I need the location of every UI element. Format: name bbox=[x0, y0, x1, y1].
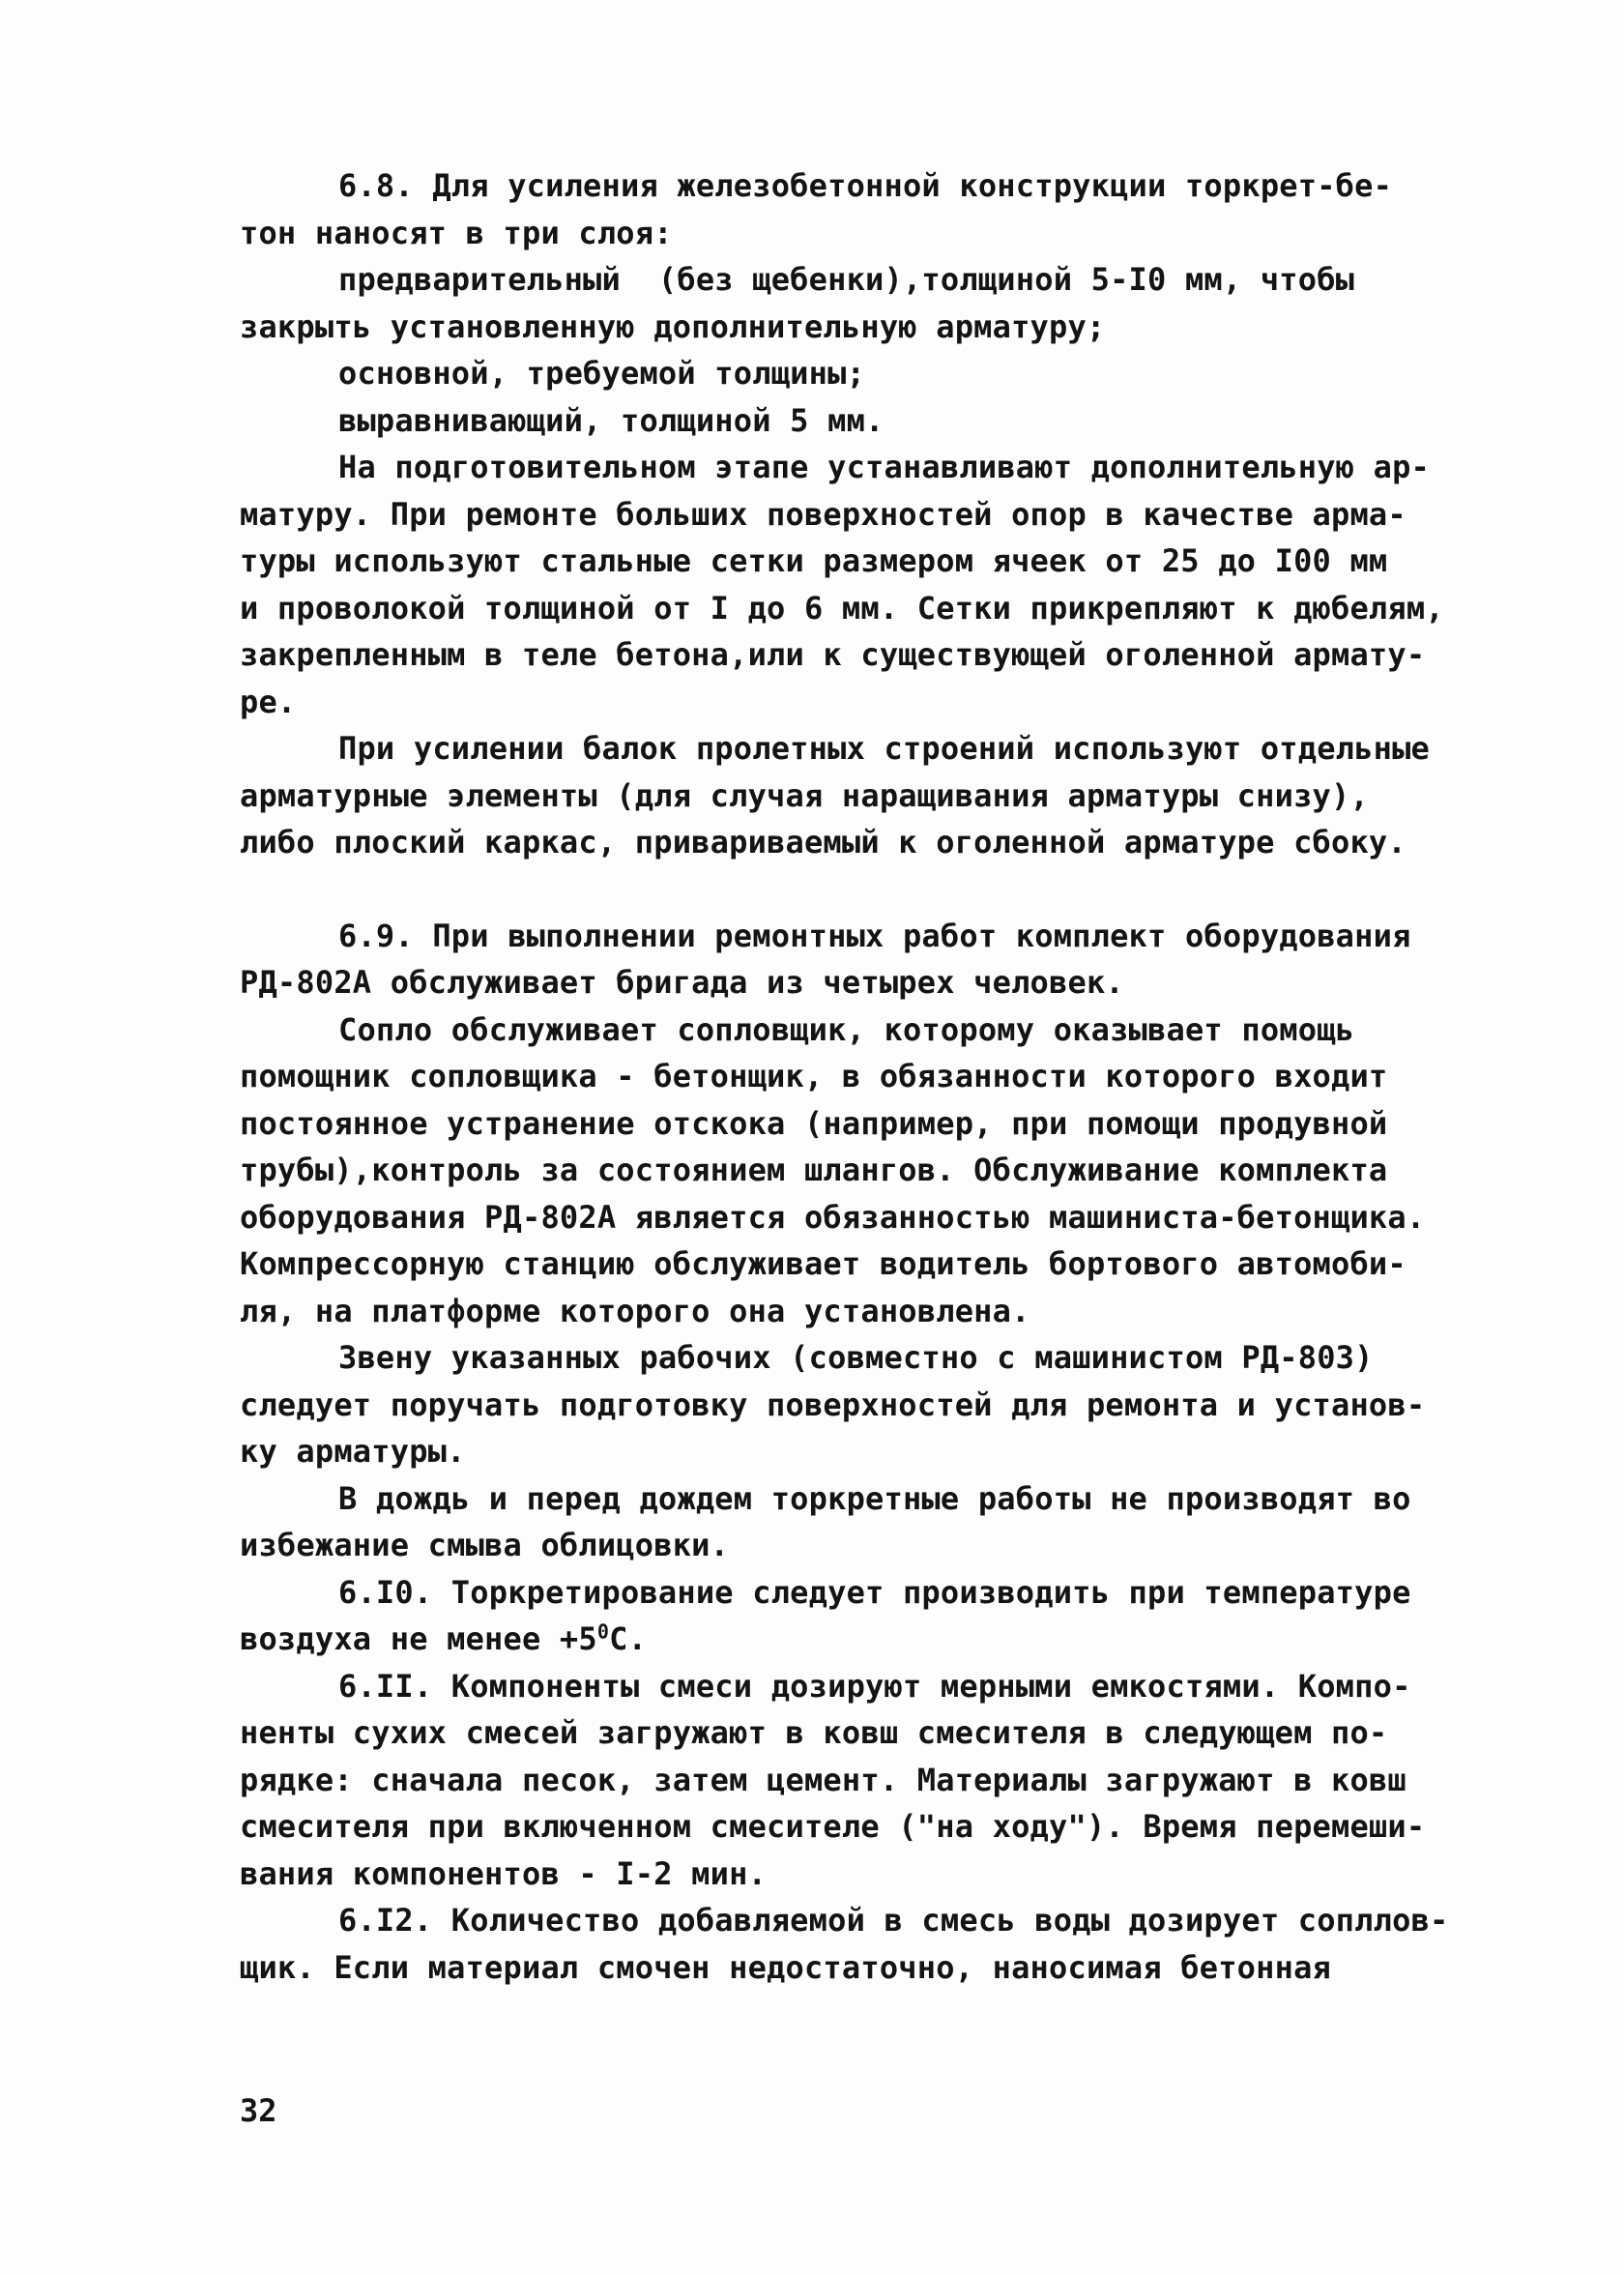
text-line: матуру. При ремонте больших поверхностей опор в качестве арма- bbox=[240, 495, 1406, 533]
text-line: щик. Если материал смочен недостаточно, наносимая бетонная bbox=[240, 1948, 1332, 1986]
text-line: предварительный (без щебенки),толщиной 5-I0 мм, чтобы bbox=[338, 261, 1355, 298]
text-line: ре. bbox=[240, 683, 297, 720]
text-line: ля, на платформе которого она установлена. bbox=[240, 1292, 1030, 1329]
text-line: На подготовительном этапе устанавливают дополнительную ар- bbox=[338, 449, 1431, 485]
text-line: трубы),контроль за состоянием шлангов. Обслуживание комплекта bbox=[240, 1152, 1388, 1188]
page-number: 32 bbox=[240, 2092, 277, 2129]
text-line: Сопло обслуживает сопловщик, которому оказывает помощь bbox=[338, 1010, 1355, 1048]
text-line: помощник сопловщика - бетонщик, в обязанности которого входит bbox=[240, 1058, 1388, 1094]
text-line: следует поручать подготовку поверхностей для ремонта и установ- bbox=[240, 1385, 1426, 1423]
text-line: туры используют стальные сетки размером ячеек от 25 до I00 мм bbox=[240, 542, 1388, 579]
text-line: Звену указанных рабочих (совместно с машинистом РД-803) bbox=[338, 1339, 1374, 1376]
text-line: тон наносят в три слоя: bbox=[240, 214, 673, 251]
text-line: оборудования РД-802А является обязанностью машиниста-бетонщика. bbox=[240, 1198, 1426, 1236]
text-line: 6.I0. Торкретирование следует производить при температуре bbox=[338, 1573, 1411, 1611]
text-line: 6.9. При выполнении ремонтных работ комплект оборудования bbox=[338, 917, 1411, 954]
text-line: либо плоский каркас, привариваемый к оголенной арматуре сбоку. bbox=[240, 824, 1406, 860]
text-line: ненты сухих смесей загружают в ковш смесителя в следующем по- bbox=[240, 1714, 1388, 1751]
text-line: избежание смыва облицовки. bbox=[240, 1527, 730, 1563]
degree-superscript: 0 bbox=[596, 1619, 610, 1644]
text-line: закрыть установленную дополнительную арматуру; bbox=[240, 307, 1106, 345]
text-fragment: воздуха не менее +5 bbox=[240, 1620, 597, 1657]
text-line: 6.II. Компоненты смеси дозируют мерными емкостями. Компо- bbox=[338, 1667, 1411, 1705]
text-line: рядке: сначала песок, затем цемент. Материалы загружают в ковш bbox=[240, 1761, 1406, 1798]
text-line: закрепленным в теле бетона,или к существующей оголенной армату- bbox=[240, 636, 1426, 673]
text-fragment: С. bbox=[609, 1620, 648, 1657]
text-line: арматурные элементы (для случая наращивания арматуры снизу), bbox=[240, 776, 1369, 814]
text-line: и проволокой толщиной от I до 6 мм. Сетки прикрепляют к дюбелям, bbox=[240, 589, 1444, 627]
text-line: постоянное устранение отскока (например, при помощи продувной bbox=[240, 1104, 1388, 1142]
text-line: 6.I2. Количество добавляемой в смесь воды дозирует сопллов- bbox=[338, 1902, 1449, 1939]
text-line: выравнивающий, толщиной 5 мм. bbox=[338, 401, 884, 439]
text-line: 6.8. Для усиления железобетонной конструкции торкрет-бе- bbox=[338, 167, 1393, 204]
text-line: вания компонентов - I-2 мин. bbox=[240, 1854, 768, 1892]
body-text bbox=[240, 162, 1487, 1991]
text-line: основной, требуемой толщины; bbox=[338, 355, 866, 392]
text-line: При усилении балок пролетных строений используют отдельные bbox=[338, 730, 1431, 767]
text-line: В дождь и перед дождем торкретные работы не производят во bbox=[338, 1479, 1411, 1517]
text-line: ку арматуры. bbox=[240, 1433, 466, 1470]
text-line: смесителя при включенном смесителе ("на ходу"). Время перемеши- bbox=[240, 1808, 1426, 1845]
text-line: Компрессорную станцию обслуживает водитель бортового автомоби- bbox=[240, 1245, 1406, 1282]
text-line bbox=[240, 1616, 1487, 1663]
text-line: РД-802А обслуживает бригада из четырех человек. bbox=[240, 964, 1124, 1001]
paragraph-gap bbox=[240, 866, 1487, 913]
